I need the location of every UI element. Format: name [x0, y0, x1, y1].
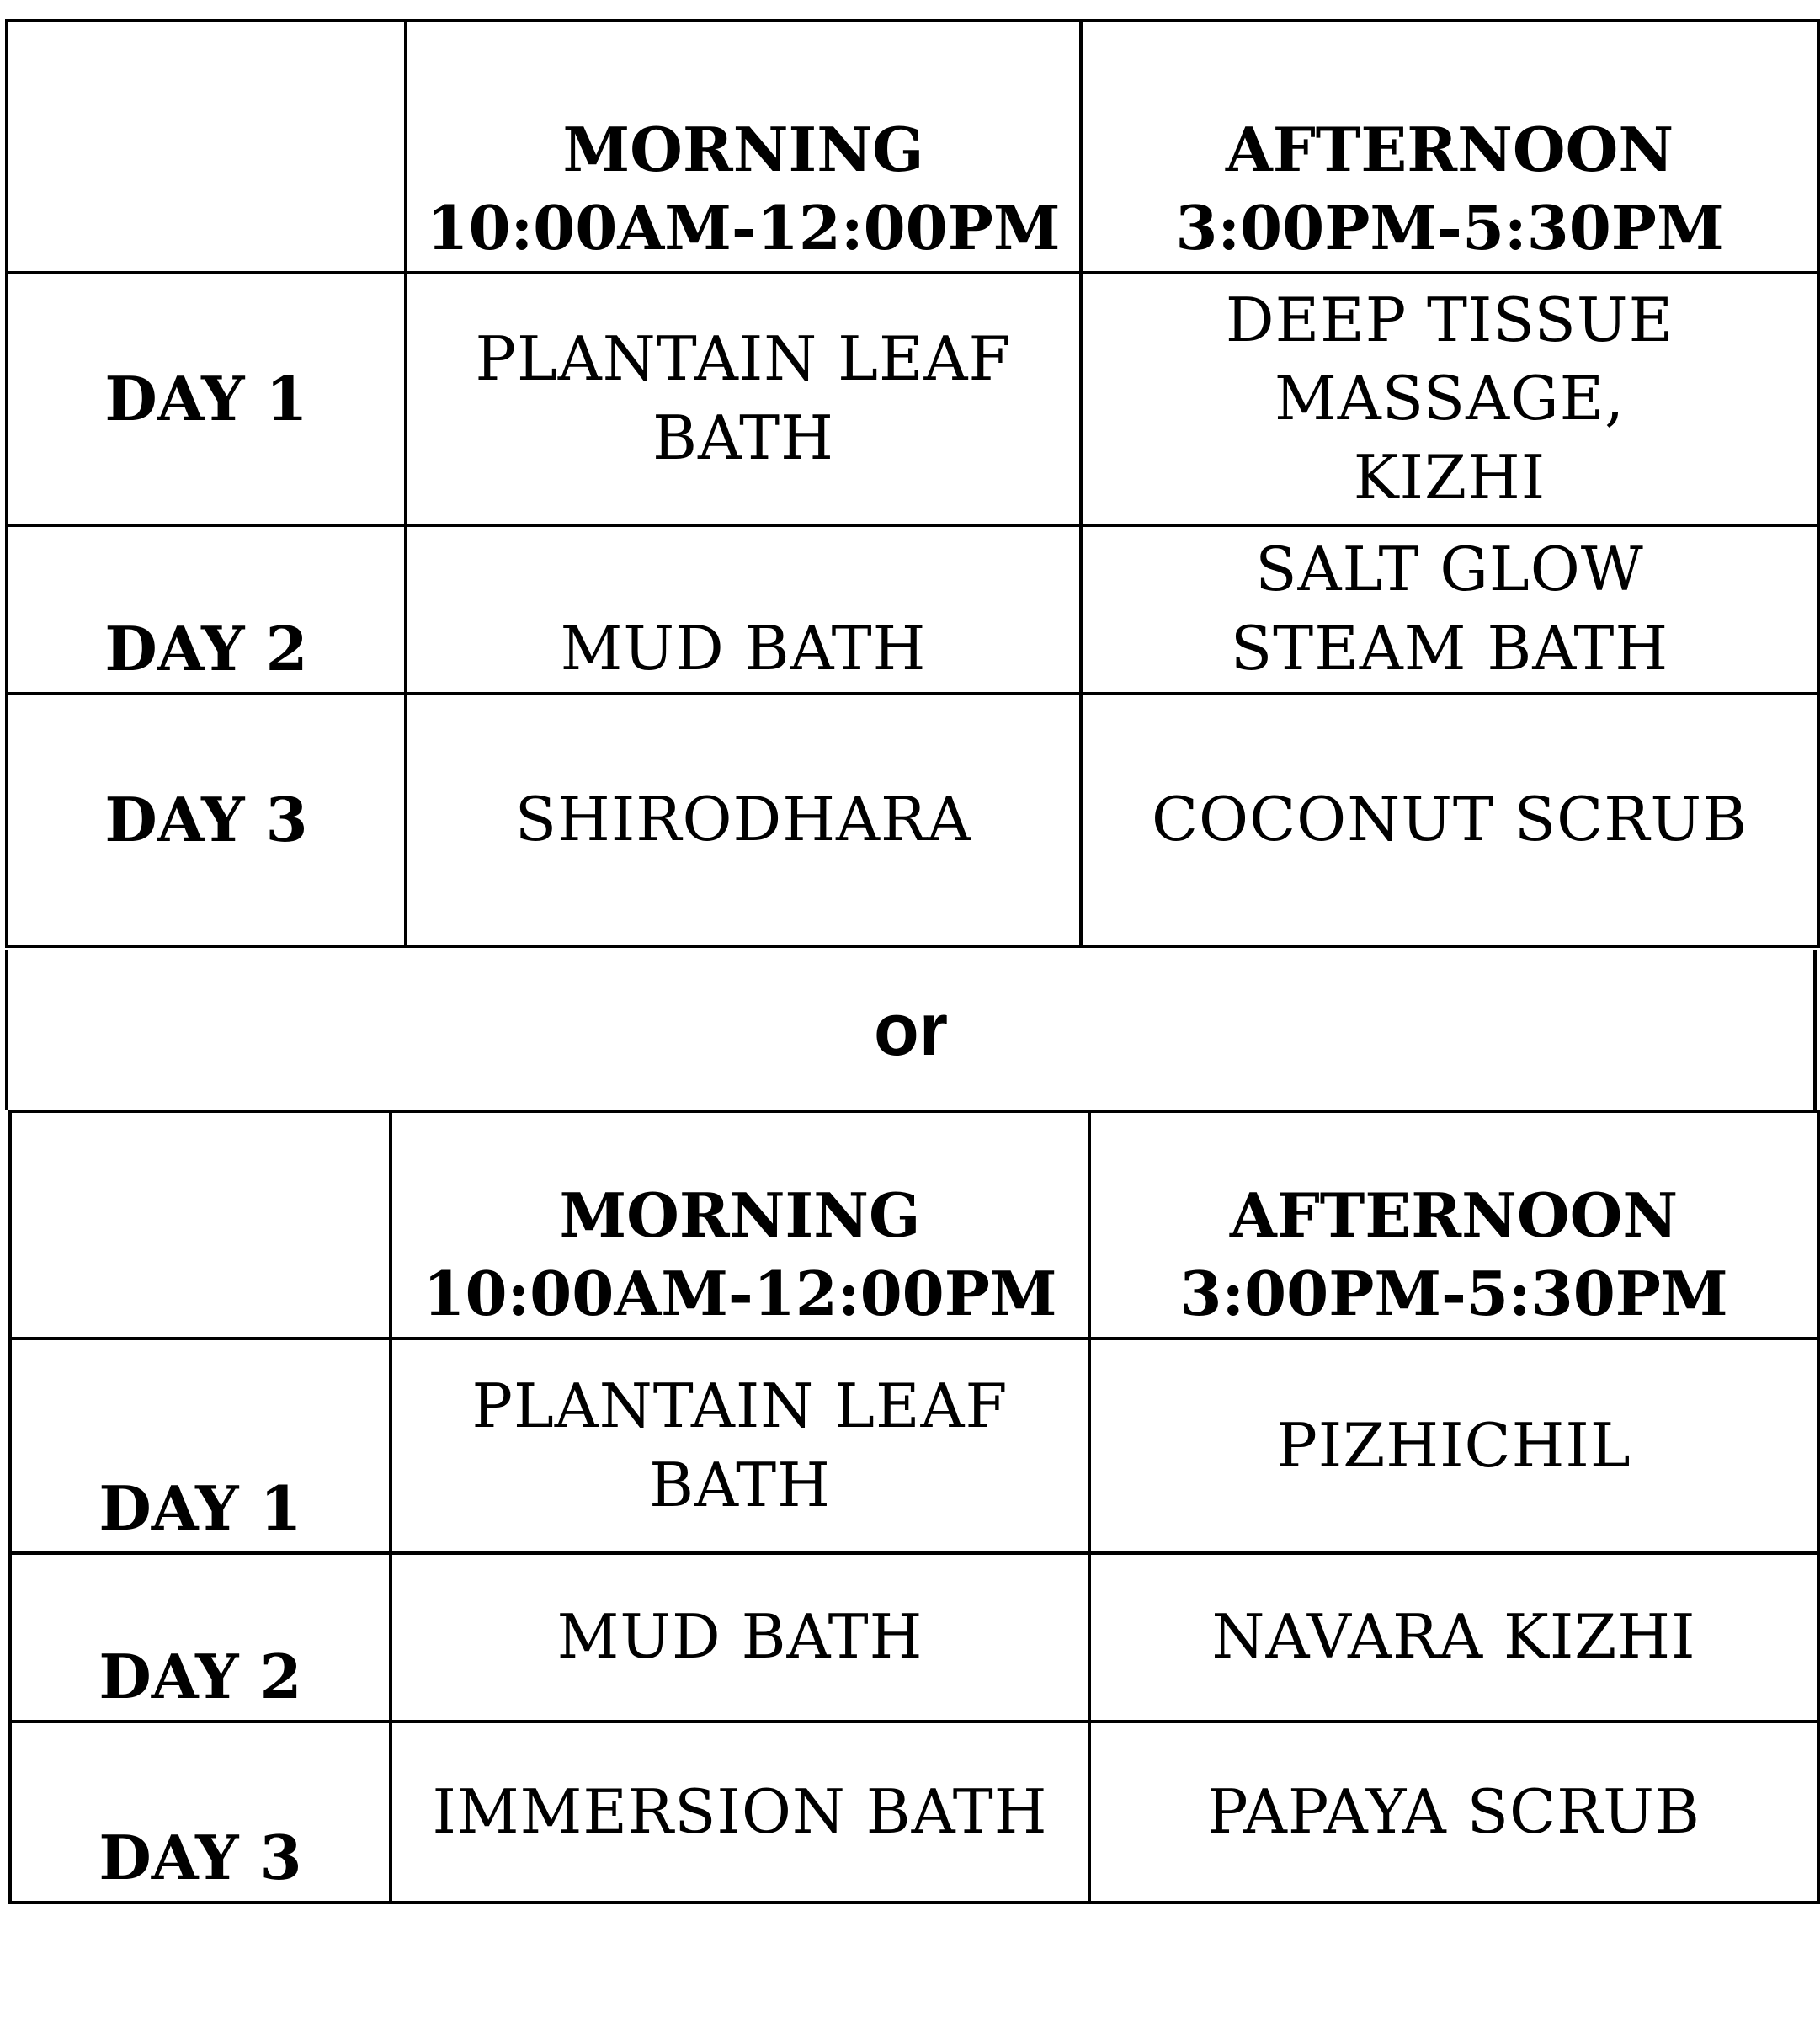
- morning-title: MORNING: [562, 113, 924, 185]
- day-label: DAY 2: [7, 525, 406, 694]
- morning-header: [391, 1111, 1089, 1338]
- afternoon-treatment: [1089, 1722, 1818, 1903]
- treatment-line: STEAM BATH: [1230, 613, 1669, 684]
- table-row: [7, 525, 1818, 694]
- treatment-line: PIZHICHIL: [1276, 1409, 1631, 1481]
- table-row: [7, 694, 1818, 946]
- afternoon-header: [1089, 1111, 1818, 1338]
- afternoon-title: AFTERNOON: [1225, 113, 1674, 185]
- morning-header: [406, 20, 1081, 273]
- corner-cell: [10, 1111, 391, 1338]
- treatment-line: MASSAGE,: [1274, 363, 1626, 434]
- treatment-line: PAPAYA SCRUB: [1207, 1775, 1700, 1847]
- treatment-line: PLANTAIN LEAF: [471, 1370, 1008, 1441]
- morning-treatment: [406, 525, 1081, 694]
- morning-treatment: [391, 1553, 1089, 1722]
- morning-title: MORNING: [559, 1179, 921, 1251]
- afternoon-treatment: [1089, 1553, 1818, 1722]
- day-label: DAY 2: [10, 1553, 391, 1722]
- day-label: DAY 3: [10, 1722, 391, 1903]
- afternoon-treatment: [1081, 525, 1818, 694]
- treatment-line: SHIRODHARA: [514, 784, 972, 855]
- afternoon-treatment: [1081, 273, 1818, 525]
- header-row: [10, 1111, 1818, 1338]
- afternoon-treatment: [1081, 694, 1818, 946]
- or-separator: [5, 950, 1817, 1110]
- treatment-line: IMMERSION BATH: [432, 1775, 1048, 1847]
- day-label: DAY 1: [10, 1338, 391, 1553]
- or-label: or: [874, 987, 948, 1071]
- day-label: DAY 3: [7, 694, 406, 946]
- treatment-line: BATH: [649, 1449, 831, 1520]
- header-row: [7, 20, 1818, 273]
- treatment-line: PLANTAIN LEAF: [475, 323, 1012, 395]
- afternoon-treatment: [1089, 1338, 1818, 1553]
- treatment-line: MUD BATH: [556, 1601, 923, 1673]
- afternoon-header: [1081, 20, 1818, 273]
- schedule-table-2: [8, 1110, 1820, 1904]
- afternoon-time: 3:00PM-5:30PM: [1179, 1258, 1728, 1330]
- morning-treatment: [406, 273, 1081, 525]
- day-label: DAY 1: [7, 273, 406, 525]
- treatment-line: NAVARA KIZHI: [1211, 1601, 1696, 1673]
- morning-time: 10:00AM-12:00PM: [426, 192, 1061, 264]
- afternoon-title: AFTERNOON: [1229, 1179, 1679, 1251]
- treatment-line: SALT GLOW: [1255, 534, 1644, 605]
- table-row: [10, 1338, 1818, 1553]
- treatment-line: KIZHI: [1353, 441, 1546, 513]
- treatment-line: COCONUT SCRUB: [1151, 784, 1748, 855]
- treatment-line: MUD BATH: [560, 613, 927, 684]
- table-row: [10, 1722, 1818, 1903]
- afternoon-time: 3:00PM-5:30PM: [1175, 192, 1724, 264]
- treatment-line: DEEP TISSUE: [1225, 284, 1674, 355]
- corner-cell: [7, 20, 406, 273]
- table-row: [7, 273, 1818, 525]
- table-row: [10, 1553, 1818, 1722]
- treatment-line: BATH: [652, 402, 834, 473]
- morning-treatment: [391, 1338, 1089, 1553]
- morning-time: 10:00AM-12:00PM: [423, 1258, 1057, 1330]
- morning-treatment: [406, 694, 1081, 946]
- schedule-table-1: [5, 19, 1820, 948]
- morning-treatment: [391, 1722, 1089, 1903]
